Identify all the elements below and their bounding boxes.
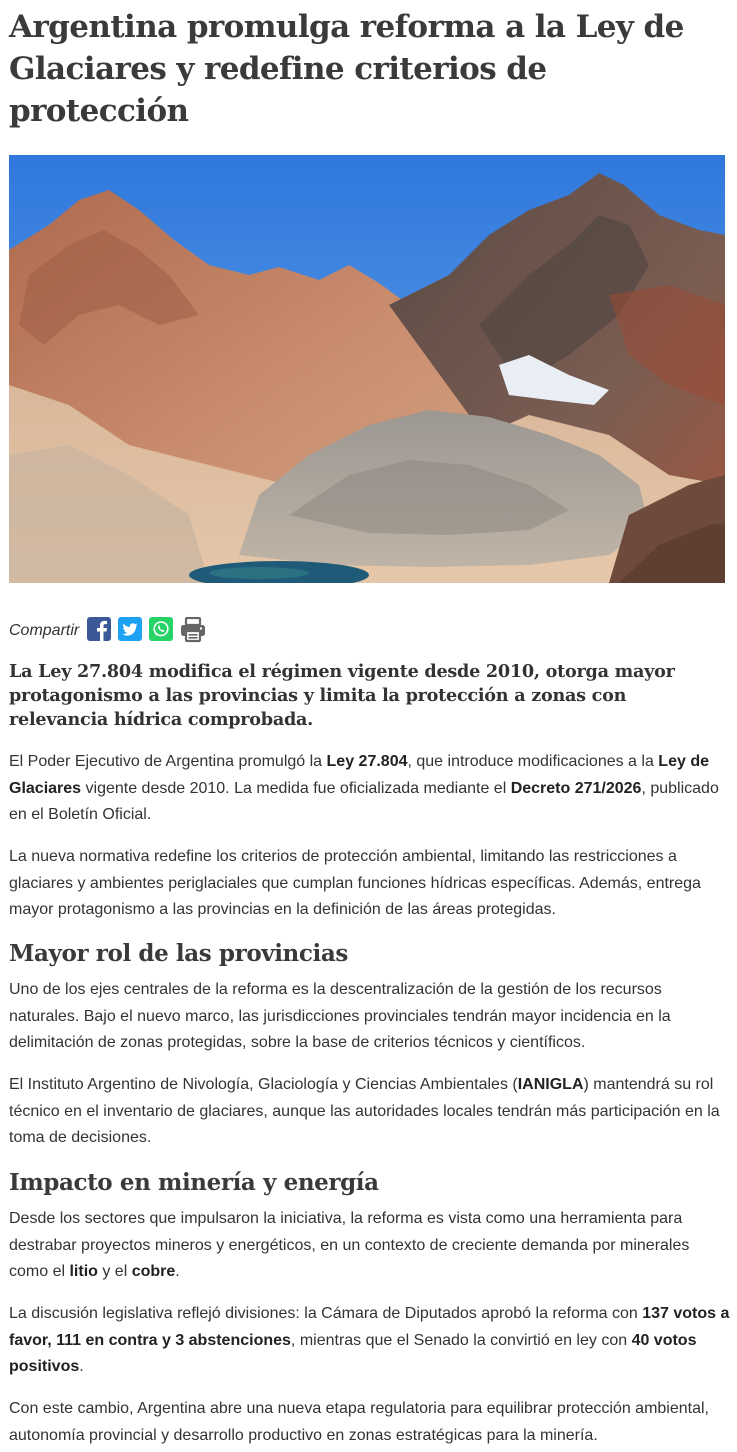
paragraph-2: La nueva normativa redefine los criterios de protección ambiental, limitando las restricciones a glaciares y ambientes periglaciales que cumplan funciones hídricas específicas. Además, entrega mayor protagonismo a las provincias en la definición de las áreas protegidas. <box>9 848 701 918</box>
paragraph-3: Uno de los ejes centrales de la reforma es la descentralización de la gestión de los recursos naturales. Bajo el nuevo marco, las jurisdicciones provinciales tendrán mayor incidencia en la delimitación de zonas protegidas, sobre la base de criterios técnicos y científicos. <box>9 981 671 1051</box>
article-headline: Argentina promulga reforma a la Ley de Glaciares y redefine criterios de protección <box>9 9 684 129</box>
bold-diputados-votes: 137 votos a favor, 111 en contra y 3 abstenciones <box>9 1305 730 1349</box>
subheading-provincias: Mayor rol de las provincias <box>9 940 348 967</box>
share-label: Compartir <box>9 622 80 639</box>
bold-cobre: cobre <box>131 1263 176 1280</box>
whatsapp-icon[interactable] <box>149 617 173 641</box>
hero-image-andes-glacier <box>9 155 725 583</box>
bold-ianigla: IANIGLA <box>517 1076 584 1093</box>
paragraph-4: El Instituto Argentino de Nivología, Glaciología y Ciencias Ambientales (IANIGLA) mantendrá su rol técnico en el inventario de glaciares, aunque las autoridades locales tendrán más participación en la toma de decisiones. <box>9 1076 720 1146</box>
bold-decreto: Decreto 271/2026 <box>510 779 642 797</box>
bold-senado-votes: 40 votos positivos <box>9 1331 697 1375</box>
bold-ley-27804: Ley 27.804 <box>326 753 408 770</box>
print-icon[interactable] <box>180 617 204 641</box>
facebook-icon[interactable] <box>87 617 111 641</box>
share-bar <box>9 614 211 644</box>
paragraph-7: Con este cambio, Argentina abre una nueva etapa regulatoria para equilibrar protección ambiental, autonomía provincial y desarrollo productivo en zonas estratégicas para la minería. <box>9 1400 709 1444</box>
paragraph-1: El Poder Ejecutivo de Argentina promulgó la Ley 27.804, que introduce modificaciones a la Ley de Glaciares vigente desde 2010. La medida fue oficializada mediante el Decreto 271/2026, publicado en el Boletín Oficial. <box>9 753 719 823</box>
subheading-mineria: Impacto en minería y energía <box>9 1169 379 1196</box>
twitter-icon[interactable] <box>118 617 142 641</box>
article-lead: La Ley 27.804 modifica el régimen vigente desde 2010, otorga mayor protagonismo a las provincias y limita la protección a zonas con relevancia hídrica comprobada. <box>9 661 675 730</box>
paragraph-5: Desde los sectores que impulsaron la iniciativa, la reforma es vista como una herramienta para destrabar proyectos mineros y energéticos, en un contexto de creciente demanda por minerales como el litio y el cobre. <box>9 1210 690 1280</box>
mountain-landscape-illustration <box>9 155 725 583</box>
bold-ley-glaciares: Ley de Glaciares <box>9 753 709 797</box>
paragraph-6: La discusión legislativa reflejó divisiones: la Cámara de Diputados aprobó la reforma con 137 votos a favor, 111 en contra y 3 abstenciones, mientras que el Senado la convirtió en ley con 40 votos positivos. <box>9 1305 730 1375</box>
bold-litio: litio <box>69 1263 98 1280</box>
